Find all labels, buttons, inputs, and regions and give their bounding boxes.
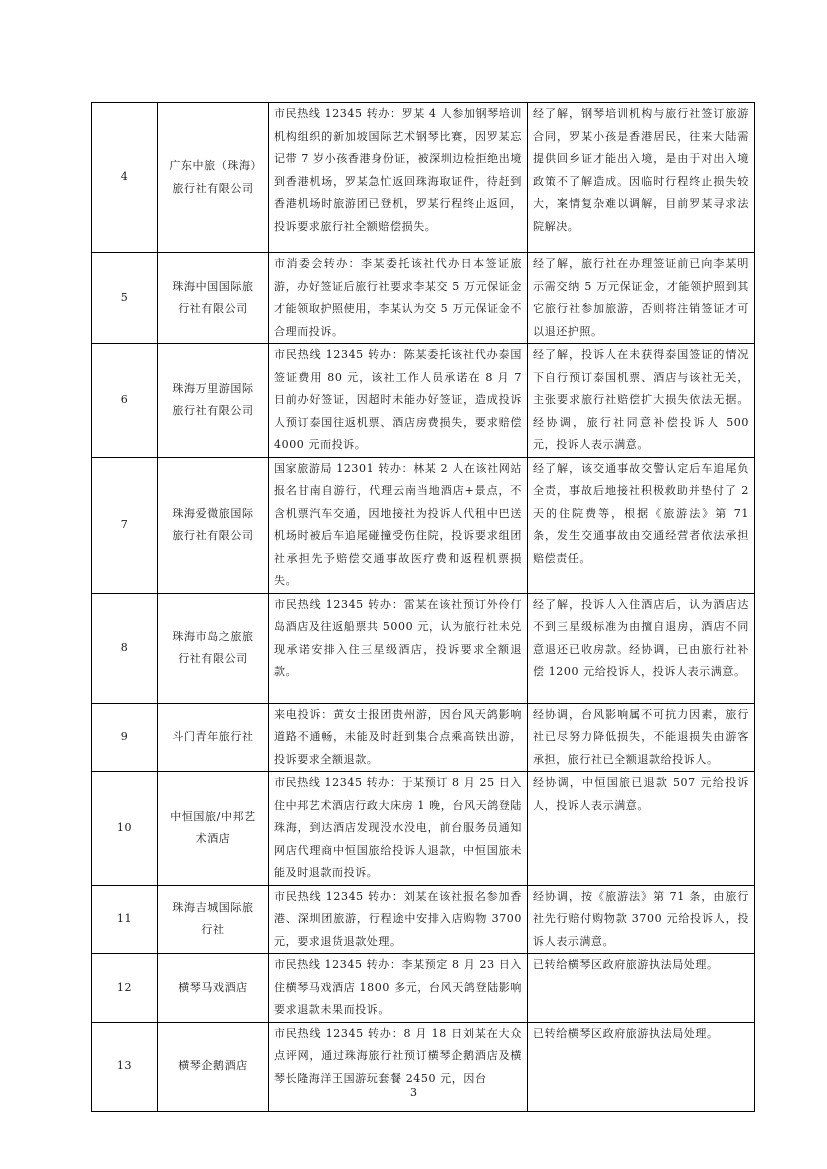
company-name: 斗门青年旅行社 — [158, 703, 269, 772]
row-number: 6 — [92, 344, 158, 458]
complaint-description: 来电投诉：黄女士报团贵州游，因台风天鸽影响道路不通畅，未能及时赶到集合点乘高铁出游，投诉要求全额退款。 — [269, 703, 528, 772]
handling-result: 经协调，中恒国旅已退款 507 元给投诉人，投诉人表示满意。 — [528, 772, 755, 886]
complaint-description: 市民热线 12345 转办：8 月 18 日刘某在大众点评网，通过珠海旅行社预订横琴企鹅酒店及横琴长隆海洋王国游玩套餐 2450 元，因台 — [269, 1022, 528, 1111]
complaint-description: 市民热线 12345 转办：刘某在该社报名参加香港、深圳团旅游，行程途中安排入店购物 3700 元，要求退货退款处理。 — [269, 885, 528, 954]
row-number: 11 — [92, 885, 158, 954]
row-number: 9 — [92, 703, 158, 772]
company-name: 珠海市岛之旅旅行社有限公司 — [158, 593, 269, 703]
handling-result: 经了解，钢琴培训机构与旅行社签订旅游合同，罗某小孩是香港居民，往来大陆需提供回乡证才能出入境，是由于对出入境政策不了解造成。因临时行程终止损失较大，案情复杂难以调解，目前罗某寻求法院解决。 — [528, 103, 755, 253]
handling-result: 经了解，该交通事故交警认定后车追尾负全责，事故后地接社积极救助并垫付了 2 天的住院费等，根据《旅游法》第 71 条，发生交通事故由交通经营者依法承担赔偿责任。 — [528, 457, 755, 593]
handling-result: 经了解，投诉人入住酒店后，认为酒店达不到三星级标准为由擅自退房，酒店不同意退还已收房款。经协调，已由旅行社补偿 1200 元给投诉人，投诉人表示满意。 — [528, 593, 755, 703]
row-number: 8 — [92, 593, 158, 703]
company-name: 珠海吉城国际旅行社 — [158, 885, 269, 954]
complaint-description: 市消委会转办：李某委托该社代办日本签证旅游，办好签证后旅行社要求李某交 5 万元保证金才能领取护照使用，李某认为交 5 万元保证金不合理而投诉。 — [269, 253, 528, 344]
table-row — [92, 457, 755, 593]
company-name: 珠海中国国际旅行社有限公司 — [158, 253, 269, 344]
handling-result: 经协调，按《旅游法》第 71 条，由旅行社先行赔付购物款 3700 元给投诉人，投诉人表示满意。 — [528, 885, 755, 954]
handling-result: 已转给横琴区政府旅游执法局处理。 — [528, 1022, 755, 1111]
row-number: 4 — [92, 103, 158, 253]
row-number: 12 — [92, 954, 158, 1023]
complaint-description: 市民热线 12345 转办：李某预定 8 月 23 日入住横琴马戏酒店 1800 多元，台风天鸽登陆影响要求退款未果而投诉。 — [269, 954, 528, 1023]
company-name: 珠海爱微旅国际旅行社有限公司 — [158, 457, 269, 593]
table-row — [92, 103, 755, 253]
company-name: 横琴企鹅酒店 — [158, 1022, 269, 1111]
company-name: 广东中旅（珠海）旅行社有限公司 — [158, 103, 269, 253]
handling-result: 经了解，旅行社在办理签证前已向李某明示需交纳 5 万元保证金，才能领护照到其它旅行社参加旅游，否则将注销签证才可以退还护照。 — [528, 253, 755, 344]
row-number: 10 — [92, 772, 158, 886]
row-number: 5 — [92, 253, 158, 344]
table-row — [92, 885, 755, 954]
table-row — [92, 772, 755, 886]
handling-result: 经了解，投诉人在未获得泰国签证的情况下自行预订泰国机票、酒店与该社无关，主张要求旅行社赔偿扩大损失依法无据。经协调，旅行社同意补偿投诉人 500 元，投诉人表示满意。 — [528, 344, 755, 458]
company-name: 珠海万里游国际旅行社有限公司 — [158, 344, 269, 458]
table-row — [92, 253, 755, 344]
complaints-table — [91, 102, 755, 1112]
table-row — [92, 703, 755, 772]
complaint-description: 市民热线 12345 转办：罗某 4 人参加钢琴培训机构组织的新加坡国际艺术钢琴比赛，因罗某忘记带 7 岁小孩香港身份证，被深圳边检拒绝出境到香港机场，罗某急忙返回珠海取证件，待赶到香港机场时旅游团已登机，罗某行程终止返回，投诉要求旅行社全额赔偿损失。 — [269, 103, 528, 253]
complaint-description: 市民热线 12345 转办：陈某委托该社代办泰国签证费用 80 元，该社工作人员承诺在 8 月 7 日前办好签证，因超时未能办好签证，造成投诉人预订泰国往返机票、酒店房费损失，要求赔偿 4000 元而投诉。 — [269, 344, 528, 458]
table-row — [92, 593, 755, 703]
complaint-description: 市民热线 12345 转办：于某预订 8 月 25 日入住中邦艺术酒店行政大床房 1 晚，台风天鸽登陆珠海，到达酒店发现没水没电，前台服务员通知网店代理商中恒国旅给投诉人退款，中恒国旅未能及时退款而投诉。 — [269, 772, 528, 886]
page-number: 3 — [410, 1086, 417, 1099]
table-row — [92, 954, 755, 1023]
row-number: 13 — [92, 1022, 158, 1111]
row-number: 7 — [92, 457, 158, 593]
complaint-description: 国家旅游局 12301 转办：林某 2 人在该社网站报名甘南自游行，代理云南当地酒店+景点，不含机票汽车交通，因地接社为投诉人代租中巴送机场时被后车追尾碰撞受伤住院，投诉要求组团社承担先予赔偿交通事故医疗费和返程机票损失。 — [269, 457, 528, 593]
table-row — [92, 344, 755, 458]
company-name: 中恒国旅/中邦艺术酒店 — [158, 772, 269, 886]
handling-result: 已转给横琴区政府旅游执法局处理。 — [528, 954, 755, 1023]
complaint-description: 市民热线 12345 转办：雷某在该社预订外伶仃岛酒店及往返船票共 5000 元，认为旅行社未兑现承诺安排入住三星级酒店，投诉要求全额退款。 — [269, 593, 528, 703]
company-name: 横琴马戏酒店 — [158, 954, 269, 1023]
handling-result: 经协调，台风影响属不可抗力因素，旅行社已尽努力降低损失，不能退损失由游客承担，旅行社已全额退款给投诉人。 — [528, 703, 755, 772]
